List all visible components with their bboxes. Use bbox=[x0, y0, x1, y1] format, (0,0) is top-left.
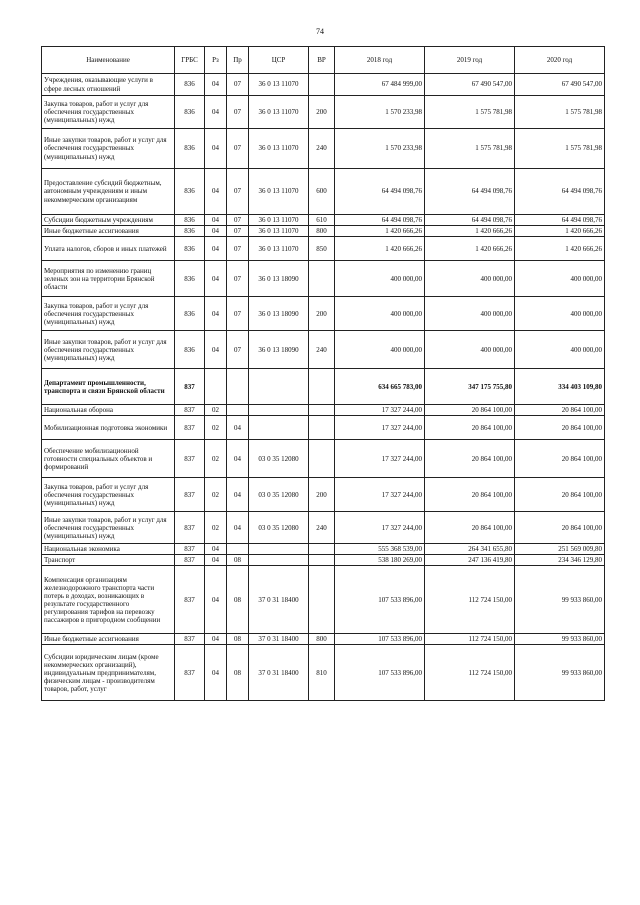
cell-csr: 36 0 13 11070 bbox=[249, 226, 309, 237]
cell-csr bbox=[249, 544, 309, 555]
cell-2020: 334 403 109,80 bbox=[515, 369, 605, 405]
cell-2019: 20 864 100,00 bbox=[425, 440, 515, 478]
cell-vr: 200 bbox=[309, 96, 335, 129]
cell-vr: 240 bbox=[309, 512, 335, 544]
cell-2018: 1 420 666,26 bbox=[335, 226, 425, 237]
cell-csr: 36 0 13 11070 bbox=[249, 215, 309, 226]
cell-csr: 03 0 35 12080 bbox=[249, 478, 309, 512]
cell-rz: 04 bbox=[205, 555, 227, 566]
cell-vr: 800 bbox=[309, 226, 335, 237]
cell-name: Иные бюджетные ассигнования bbox=[42, 226, 175, 237]
cell-vr bbox=[309, 555, 335, 566]
cell-2020: 20 864 100,00 bbox=[515, 405, 605, 416]
col-header-rz: Рз bbox=[205, 47, 227, 74]
cell-2019: 112 724 150,00 bbox=[425, 566, 515, 634]
cell-grbs: 837 bbox=[175, 478, 205, 512]
cell-rz: 04 bbox=[205, 226, 227, 237]
cell-grbs: 837 bbox=[175, 369, 205, 405]
cell-2020: 64 494 098,76 bbox=[515, 169, 605, 215]
col-header-pr: Пр bbox=[227, 47, 249, 74]
cell-2018: 107 533 896,00 bbox=[335, 566, 425, 634]
cell-name: Предоставление субсидий бюджетным, автономным учреждениям и иным некоммерческим организациям bbox=[42, 169, 175, 215]
cell-grbs: 837 bbox=[175, 405, 205, 416]
table-row bbox=[42, 478, 605, 512]
cell-rz: 04 bbox=[205, 74, 227, 96]
cell-2019: 20 864 100,00 bbox=[425, 416, 515, 440]
table-row bbox=[42, 96, 605, 129]
cell-vr: 600 bbox=[309, 169, 335, 215]
cell-name: Иные закупки товаров, работ и услуг для обеспечения государственных (муниципальных) нужд bbox=[42, 129, 175, 169]
cell-2019: 1 420 666,26 bbox=[425, 237, 515, 261]
cell-name: Закупка товаров, работ и услуг для обеспечения государственных (муниципальных) нужд bbox=[42, 297, 175, 331]
cell-grbs: 837 bbox=[175, 645, 205, 701]
cell-2018: 64 494 098,76 bbox=[335, 215, 425, 226]
cell-rz: 04 bbox=[205, 634, 227, 645]
cell-2019: 400 000,00 bbox=[425, 331, 515, 369]
cell-pr: 08 bbox=[227, 566, 249, 634]
cell-rz: 04 bbox=[205, 297, 227, 331]
cell-2020: 20 864 100,00 bbox=[515, 440, 605, 478]
cell-2018: 17 327 244,00 bbox=[335, 478, 425, 512]
cell-rz: 02 bbox=[205, 512, 227, 544]
table-row bbox=[42, 226, 605, 237]
table-row bbox=[42, 237, 605, 261]
cell-name: Учреждения, оказывающие услуги в сфере лесных отношений bbox=[42, 74, 175, 96]
cell-csr: 03 0 35 12080 bbox=[249, 512, 309, 544]
cell-vr: 850 bbox=[309, 237, 335, 261]
page-number: 74 bbox=[316, 27, 324, 36]
cell-name: Обеспечение мобилизационной готовности специальных объектов и формирований bbox=[42, 440, 175, 478]
cell-csr: 36 0 13 18090 bbox=[249, 261, 309, 297]
cell-vr: 810 bbox=[309, 645, 335, 701]
cell-vr bbox=[309, 416, 335, 440]
cell-pr: 07 bbox=[227, 261, 249, 297]
cell-2020: 251 569 009,80 bbox=[515, 544, 605, 555]
cell-pr: 08 bbox=[227, 555, 249, 566]
col-header-2019: 2019 год bbox=[425, 47, 515, 74]
cell-vr bbox=[309, 74, 335, 96]
cell-pr: 07 bbox=[227, 331, 249, 369]
cell-pr bbox=[227, 369, 249, 405]
cell-rz: 02 bbox=[205, 478, 227, 512]
cell-2020: 99 933 860,00 bbox=[515, 566, 605, 634]
cell-2020: 400 000,00 bbox=[515, 261, 605, 297]
cell-vr: 200 bbox=[309, 478, 335, 512]
cell-2019: 264 341 655,80 bbox=[425, 544, 515, 555]
table-row bbox=[42, 215, 605, 226]
cell-grbs: 837 bbox=[175, 512, 205, 544]
cell-name: Национальная экономика bbox=[42, 544, 175, 555]
cell-vr bbox=[309, 369, 335, 405]
cell-name: Иные бюджетные ассигнования bbox=[42, 634, 175, 645]
cell-2019: 347 175 755,80 bbox=[425, 369, 515, 405]
cell-2019: 20 864 100,00 bbox=[425, 512, 515, 544]
cell-pr: 07 bbox=[227, 129, 249, 169]
cell-grbs: 836 bbox=[175, 129, 205, 169]
cell-vr bbox=[309, 405, 335, 416]
cell-rz: 04 bbox=[205, 331, 227, 369]
table-row bbox=[42, 544, 605, 555]
col-header-2020: 2020 год bbox=[515, 47, 605, 74]
cell-2020: 67 490 547,00 bbox=[515, 74, 605, 96]
cell-pr: 07 bbox=[227, 237, 249, 261]
cell-grbs: 837 bbox=[175, 440, 205, 478]
cell-csr: 36 0 13 11070 bbox=[249, 237, 309, 261]
cell-rz: 02 bbox=[205, 416, 227, 440]
cell-vr bbox=[309, 544, 335, 555]
table-row bbox=[42, 440, 605, 478]
table-body bbox=[42, 74, 605, 701]
table-row bbox=[42, 645, 605, 701]
cell-2018: 1 420 666,26 bbox=[335, 237, 425, 261]
cell-2018: 64 494 098,76 bbox=[335, 169, 425, 215]
table-row bbox=[42, 74, 605, 96]
cell-vr bbox=[309, 566, 335, 634]
table-row bbox=[42, 169, 605, 215]
cell-pr: 07 bbox=[227, 215, 249, 226]
cell-2020: 1 575 781,98 bbox=[515, 129, 605, 169]
cell-csr: 37 0 31 18400 bbox=[249, 645, 309, 701]
table-row bbox=[42, 129, 605, 169]
cell-grbs: 837 bbox=[175, 566, 205, 634]
cell-vr: 800 bbox=[309, 634, 335, 645]
cell-2018: 634 665 783,00 bbox=[335, 369, 425, 405]
cell-grbs: 836 bbox=[175, 226, 205, 237]
cell-2020: 99 933 860,00 bbox=[515, 634, 605, 645]
cell-vr: 240 bbox=[309, 331, 335, 369]
table-row bbox=[42, 405, 605, 416]
cell-name: Уплата налогов, сборов и иных платежей bbox=[42, 237, 175, 261]
col-header-vr: ВР bbox=[309, 47, 335, 74]
cell-csr: 36 0 13 18090 bbox=[249, 297, 309, 331]
table-row bbox=[42, 297, 605, 331]
cell-vr: 200 bbox=[309, 297, 335, 331]
cell-pr: 04 bbox=[227, 416, 249, 440]
cell-csr bbox=[249, 405, 309, 416]
cell-pr: 07 bbox=[227, 297, 249, 331]
cell-csr: 37 0 31 18400 bbox=[249, 566, 309, 634]
cell-2020: 1 420 666,26 bbox=[515, 237, 605, 261]
table-header-row bbox=[42, 47, 605, 74]
cell-2018: 17 327 244,00 bbox=[335, 440, 425, 478]
cell-2018: 400 000,00 bbox=[335, 261, 425, 297]
cell-pr: 04 bbox=[227, 478, 249, 512]
cell-name: Закупка товаров, работ и услуг для обеспечения государственных (муниципальных) нужд bbox=[42, 478, 175, 512]
cell-rz: 04 bbox=[205, 169, 227, 215]
cell-name: Мероприятия по изменению границ зеленых зон на территории Брянской области bbox=[42, 261, 175, 297]
cell-2019: 247 136 419,80 bbox=[425, 555, 515, 566]
cell-name: Иные закупки товаров, работ и услуг для обеспечения государственных (муниципальных) нужд bbox=[42, 512, 175, 544]
cell-name: Департамент промышленности, транспорта и связи Брянской области bbox=[42, 369, 175, 405]
cell-2019: 112 724 150,00 bbox=[425, 645, 515, 701]
cell-grbs: 837 bbox=[175, 416, 205, 440]
col-header-grbs: ГРБС bbox=[175, 47, 205, 74]
cell-pr: 07 bbox=[227, 96, 249, 129]
cell-csr: 36 0 13 11070 bbox=[249, 96, 309, 129]
cell-2019: 20 864 100,00 bbox=[425, 478, 515, 512]
table-row bbox=[42, 566, 605, 634]
cell-grbs: 836 bbox=[175, 74, 205, 96]
cell-pr bbox=[227, 405, 249, 416]
cell-rz: 04 bbox=[205, 261, 227, 297]
cell-2018: 17 327 244,00 bbox=[335, 512, 425, 544]
cell-2020: 1 575 781,98 bbox=[515, 96, 605, 129]
cell-2018: 17 327 244,00 bbox=[335, 405, 425, 416]
cell-2019: 64 494 098,76 bbox=[425, 169, 515, 215]
table-row bbox=[42, 416, 605, 440]
cell-vr: 610 bbox=[309, 215, 335, 226]
cell-pr: 07 bbox=[227, 74, 249, 96]
budget-table bbox=[41, 46, 605, 701]
cell-pr: 08 bbox=[227, 645, 249, 701]
cell-grbs: 836 bbox=[175, 215, 205, 226]
table-row bbox=[42, 331, 605, 369]
cell-2018: 107 533 896,00 bbox=[335, 634, 425, 645]
cell-2020: 1 420 666,26 bbox=[515, 226, 605, 237]
cell-2018: 1 570 233,98 bbox=[335, 129, 425, 169]
cell-rz bbox=[205, 369, 227, 405]
cell-grbs: 836 bbox=[175, 237, 205, 261]
col-header-csr: ЦСР bbox=[249, 47, 309, 74]
cell-2018: 400 000,00 bbox=[335, 297, 425, 331]
cell-vr: 240 bbox=[309, 129, 335, 169]
cell-csr: 03 0 35 12080 bbox=[249, 440, 309, 478]
cell-grbs: 836 bbox=[175, 297, 205, 331]
cell-grbs: 837 bbox=[175, 555, 205, 566]
cell-csr: 36 0 13 18090 bbox=[249, 331, 309, 369]
cell-csr: 37 0 31 18400 bbox=[249, 634, 309, 645]
cell-name: Субсидии юридическим лицам (кроме некоммерческих организаций), индивидуальным предпринимателям, физическим лицам - производителям товаров, работ, услуг bbox=[42, 645, 175, 701]
cell-pr bbox=[227, 544, 249, 555]
cell-pr: 07 bbox=[227, 226, 249, 237]
cell-2019: 20 864 100,00 bbox=[425, 405, 515, 416]
cell-rz: 04 bbox=[205, 129, 227, 169]
cell-2018: 107 533 896,00 bbox=[335, 645, 425, 701]
cell-2020: 20 864 100,00 bbox=[515, 512, 605, 544]
cell-name: Закупка товаров, работ и услуг для обеспечения государственных (муниципальных) нужд bbox=[42, 96, 175, 129]
cell-2020: 400 000,00 bbox=[515, 331, 605, 369]
table-row bbox=[42, 512, 605, 544]
table-row bbox=[42, 369, 605, 405]
cell-csr: 36 0 13 11070 bbox=[249, 74, 309, 96]
cell-csr: 36 0 13 11070 bbox=[249, 169, 309, 215]
cell-vr bbox=[309, 440, 335, 478]
cell-2018: 17 327 244,00 bbox=[335, 416, 425, 440]
cell-name: Мобилизационная подготовка экономики bbox=[42, 416, 175, 440]
cell-grbs: 836 bbox=[175, 331, 205, 369]
cell-2019: 1 575 781,98 bbox=[425, 129, 515, 169]
cell-2018: 538 180 269,00 bbox=[335, 555, 425, 566]
cell-name: Национальная оборона bbox=[42, 405, 175, 416]
cell-vr bbox=[309, 261, 335, 297]
cell-2020: 234 346 129,80 bbox=[515, 555, 605, 566]
cell-2019: 1 420 666,26 bbox=[425, 226, 515, 237]
cell-rz: 04 bbox=[205, 237, 227, 261]
cell-csr: 36 0 13 11070 bbox=[249, 129, 309, 169]
cell-pr: 04 bbox=[227, 512, 249, 544]
cell-2018: 67 484 999,00 bbox=[335, 74, 425, 96]
cell-2019: 64 494 098,76 bbox=[425, 215, 515, 226]
cell-2019: 1 575 781,98 bbox=[425, 96, 515, 129]
cell-rz: 04 bbox=[205, 96, 227, 129]
cell-2018: 555 368 539,00 bbox=[335, 544, 425, 555]
table-row bbox=[42, 261, 605, 297]
cell-2019: 112 724 150,00 bbox=[425, 634, 515, 645]
cell-grbs: 837 bbox=[175, 634, 205, 645]
cell-rz: 04 bbox=[205, 645, 227, 701]
table-row bbox=[42, 634, 605, 645]
cell-grbs: 836 bbox=[175, 96, 205, 129]
cell-grbs: 836 bbox=[175, 169, 205, 215]
cell-csr bbox=[249, 416, 309, 440]
cell-2019: 400 000,00 bbox=[425, 261, 515, 297]
cell-name: Иные закупки товаров, работ и услуг для обеспечения государственных (муниципальных) нужд bbox=[42, 331, 175, 369]
cell-2020: 20 864 100,00 bbox=[515, 416, 605, 440]
cell-rz: 04 bbox=[205, 566, 227, 634]
cell-2018: 400 000,00 bbox=[335, 331, 425, 369]
cell-2019: 400 000,00 bbox=[425, 297, 515, 331]
cell-2020: 400 000,00 bbox=[515, 297, 605, 331]
cell-2019: 67 490 547,00 bbox=[425, 74, 515, 96]
cell-2020: 20 864 100,00 bbox=[515, 478, 605, 512]
table-row bbox=[42, 555, 605, 566]
cell-grbs: 837 bbox=[175, 544, 205, 555]
cell-rz: 02 bbox=[205, 405, 227, 416]
col-header-2018: 2018 год bbox=[335, 47, 425, 74]
cell-rz: 04 bbox=[205, 544, 227, 555]
cell-name: Субсидии бюджетным учреждениям bbox=[42, 215, 175, 226]
col-header-name: Наименование bbox=[42, 47, 175, 74]
cell-2020: 64 494 098,76 bbox=[515, 215, 605, 226]
cell-pr: 04 bbox=[227, 440, 249, 478]
cell-name: Компенсация организациям железнодорожного транспорта части потерь в доходах, возникающих в результате государственного регулирования тарифов на перевозку пассажиров в пригородном сообщении bbox=[42, 566, 175, 634]
cell-pr: 07 bbox=[227, 169, 249, 215]
cell-2020: 99 933 860,00 bbox=[515, 645, 605, 701]
cell-name: Транспорт bbox=[42, 555, 175, 566]
cell-2018: 1 570 233,98 bbox=[335, 96, 425, 129]
cell-grbs: 836 bbox=[175, 261, 205, 297]
cell-rz: 04 bbox=[205, 215, 227, 226]
cell-pr: 08 bbox=[227, 634, 249, 645]
cell-csr bbox=[249, 555, 309, 566]
cell-csr bbox=[249, 369, 309, 405]
cell-rz: 02 bbox=[205, 440, 227, 478]
